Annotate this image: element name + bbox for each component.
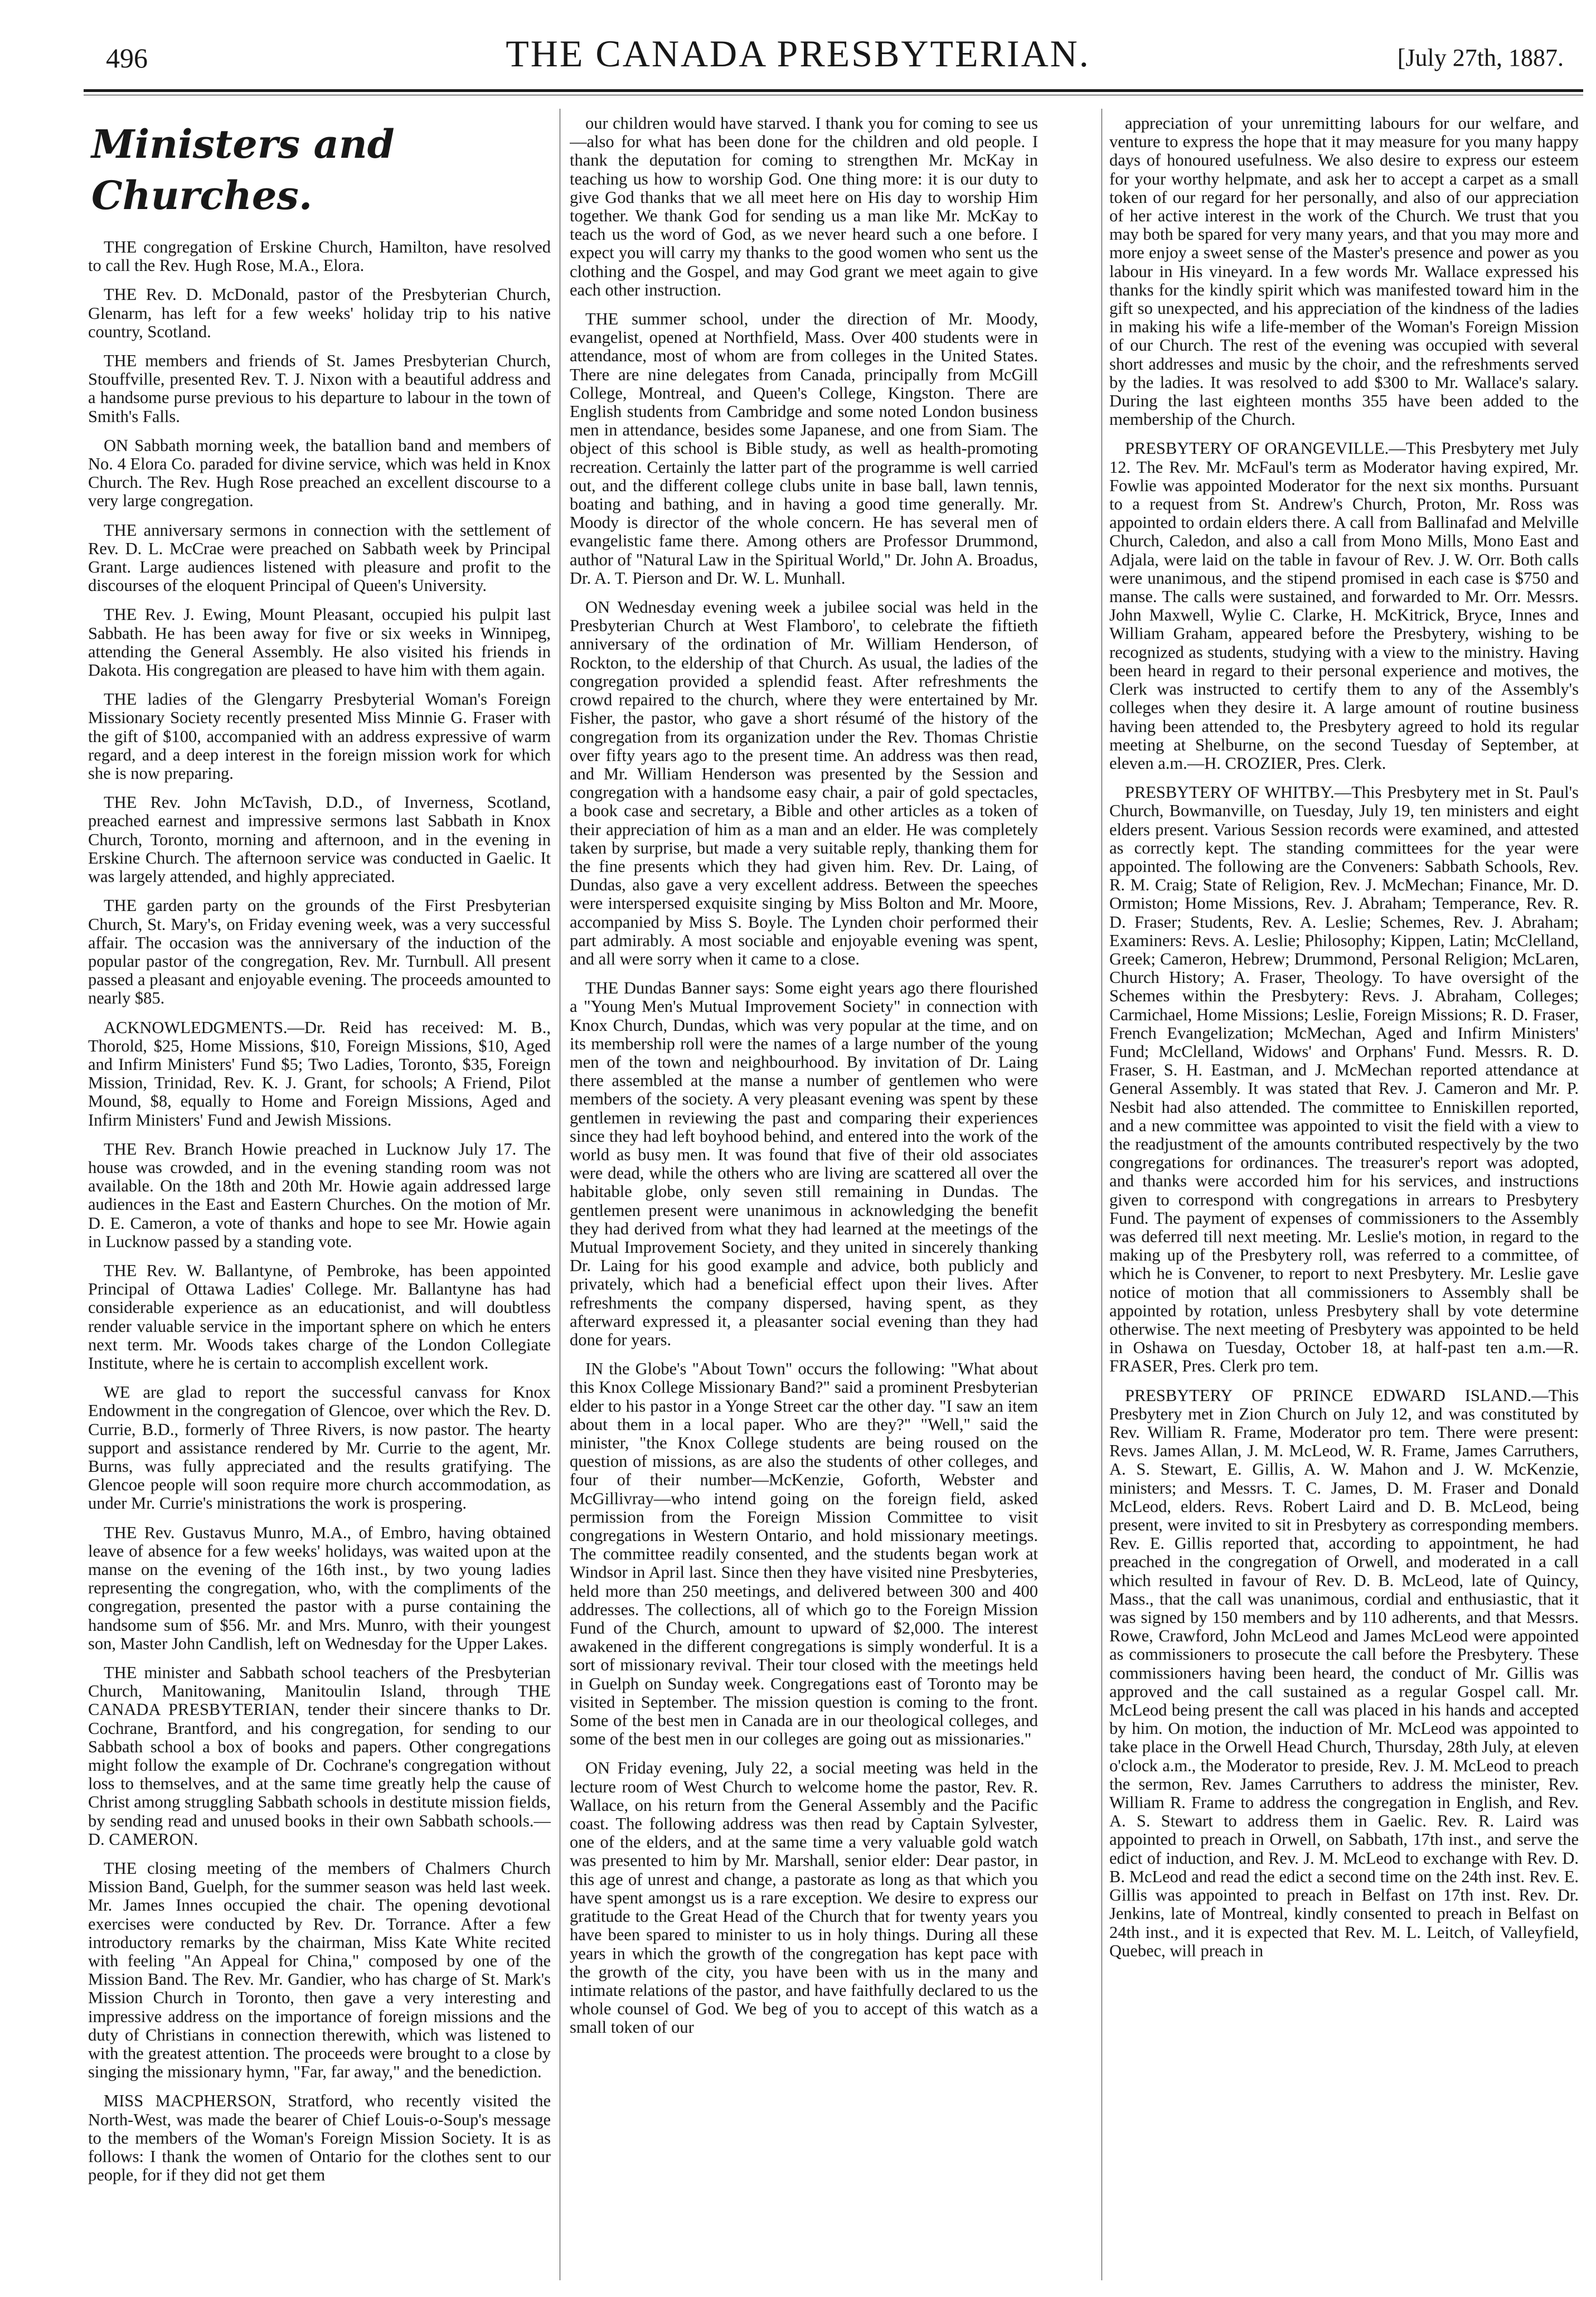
article-paragraph: ACKNOWLEDGMENTS.—Dr. Reid has received: M. B., Thorold, $25, Home Missions, $10, Foreign Missions, $10, Aged and Infirm Ministers' Fund $5; Two Ladies, Toronto, $35, Foreign Mission, Trinidad, Rev. K. J. Grant, for schools; A Friend, Pilot Mound, $8, equally to Home and Foreign Missions, Aged and Infirm Ministers' Fund and Jewish Missions. xyxy=(88,1017,551,1130)
section-title: Ministers and Churches. xyxy=(91,121,395,219)
article-paragraph: THE ladies of the Glengarry Presbyterial Woman's Foreign Missionary Society recently presented Miss Minnie G. Fraser with the gift of $100, accompanied with an address expressive of warm regard, and a deep interest in the foreign mission work for which she is now preparing. xyxy=(88,690,551,783)
article-paragraph: THE anniversary sermons in connection with the settlement of Rev. D. L. McCrae were preached on Sabbath week by Principal Grant. Large audiences listened with pleasure and profit to the discourses of the eloquent Principal of Queen's University. xyxy=(88,520,551,595)
article-paragraph: THE Rev. Branch Howie preached in Lucknow July 17. The house was crowded, and in the evening standing room was not available. On the 18th and 20th Mr. Howie again addressed large audiences in the East and Eastern Churches. On the motion of Mr. D. E. Cameron, a vote of thanks and hope to see Mr. Howie again in Lucknow passed by a standing vote. xyxy=(88,1139,551,1251)
column-2 xyxy=(570,114,1038,2277)
article-paragraph: PRESBYTERY OF ORANGEVILLE.—This Presbytery met July 12. The Rev. Mr. McFaul's term as Moderator having expired, Mr. Fowlie was appointed Moderator for the next six months. Pursuant to a request from St. Andrew's Church, Proton, Mr. Ross was appointed to ordain elders there. A call from Ballinafad and Melville Church, Caledon, and also a call from Mono Mills, Mono East and Adjala, were laid on the table in favour of Rev. J. W. Orr. Both calls were unanimous, and the stipend promised in each case is $750 and manse. The calls were sustained, and forwarded to Mr. Orr. Messrs. John Maxwell, Wylie C. Clarke, H. McKitrick, Bryce, Innes and William Graham, appeared before the Presbytery, wishing to be recognized as students, studying with a view to the ministry. Having been heard in regard to their personal experience and motives, the Clerk was instructed to certify them to any of the Assembly's colleges when they desire it. A large amount of routine business having been attended to, the Presbytery agreed to hold its regular meeting at Shelburne, on the second Tuesday of September, at eleven a.m.—H. CROZIER, Pres. Clerk. xyxy=(1109,439,1579,773)
article-paragraph: ON Sabbath morning week, the batallion band and members of No. 4 Elora Co. paraded for divine service, which was held in Knox Church. The Rev. Hugh Rose preached an excellent discourse to a very large congregation. xyxy=(88,435,551,511)
column-3 xyxy=(1109,114,1579,2277)
article-paragraph: PRESBYTERY OF PRINCE EDWARD ISLAND.—This Presbytery met in Zion Church on July 12, and was constituted by Rev. William R. Frame, Moderator pro tem. There were present: Revs. James Allan, J. M. McLeod, W. R. Frame, James Carruthers, A. S. Stewart, E. Gillis, A. W. Mahon and J. W. McKenzie, ministers; and Messrs. T. C. James, D. M. Fraser and Donald McLeod, elders. Revs. Robert Laird and D. B. McLeod, being present, were invited to sit in Presbytery as corresponding members. Rev. E. Gillis reported that, according to appointment, he had preached in the congregation of Orwell, and moderated in a call which resulted in favour of Rev. D. B. McLeod, late of Quincy, Mass., that the call was unanimous, cordial and enthusiastic, that it was signed by 150 members and by 110 adherents, and that Messrs. Rowe, Crawford, John McLeod and James McLeod were appointed as commissioners to prosecute the call before the Presbytery. These commissioners having been heard, the conduct of Mr. Gillis was approved and the call sustained as a regular Gospel call. Mr. McLeod being present the call was placed in his hands and accepted by him. On motion, the induction of Mr. McLeod was appointed to take place in the Orwell Head Church, Thursday, 28th July, at eleven o'clock a.m., the Moderator to preside, Rev. J. M. McLeod to preach the sermon, Rev. James Carruthers to address the minister, Rev. William R. Frame to address the congregation in English, and Rev. A. S. Stewart to address them in Gaelic. Rev. R. Laird was appointed to preach in Orwell, on Sabbath, 17th inst., and serve the edict of induction, and Rev. J. M. McLeod to exchange with Rev. D. B. McLeod and read the edict a second time on the 24th inst. Rev. E. Gillis was appointed to preach in Belfast on 17th inst. Rev. Dr. Jenkins, late of Montreal, kindly consented to preach in Belfast on 24th inst., and it is expected that Rev. M. L. Leitch, of Valleyfield, Quebec, will preach in xyxy=(1109,1385,1579,1960)
article-paragraph: THE Rev. John McTavish, D.D., of Inverness, Scotland, preached earnest and impressive sermons last Sabbath in Knox Church, Toronto, morning and afternoon, and in the evening in Erskine Church. The afternoon service was conducted in Gaelic. It was largely attended, and highly appreciated. xyxy=(88,793,551,886)
article-paragraph: WE are glad to report the successful canvass for Knox Endowment in the congregation of Glencoe, over which the Rev. D. Currie, B.D., formerly of Three Rivers, is now pastor. The hearty support and assistance rendered by Mr. Currie to the agent, Mr. Burns, was fully appreciated and the results gratifying. The Glencoe people will soon require more church accommodation, as under Mr. Currie's ministrations the work is prospering. xyxy=(88,1383,551,1513)
article-paragraph: THE summer school, under the direction of Mr. Moody, evangelist, opened at Northfield, Mass. Over 400 students were in attendance, most of whom are from colleges in the United States. There are nine delegates from Canada, principally from McGill College, Montreal, and Queen's College, Kingston. There are English students from Cambridge and some noted London business men in attendance, besides some Japanese, and one from Siam. The object of this school is Bible study, as well as health-promoting recreation. Certainly the latter part of the programme is well carried out, and the different college clubs unite in base ball, lawn tennis, boating and bathing, and in having a good time generally. Mr. Moody is director of the whole concern. He has several men of evangelistic fame there. Among others are Professor Drummond, author of "Natural Law in the Spiritual World," Dr. John A. Broadus, Dr. A. T. Pierson and Dr. W. L. Munhall. xyxy=(570,309,1038,588)
article-paragraph: PRESBYTERY OF WHITBY.—This Presbytery met in St. Paul's Church, Bowmanville, on Tuesday, July 19, ten ministers and eight elders present. Various Session records were examined, and attested as correctly kept. The standing committees for the year were appointed. The following are the Conveners: Sabbath Schools, Rev. R. M. Craig; State of Religion, Rev. J. McMechan; Finance, Mr. D. Ormiston; Home Missions, Rev. J. Abraham; Temperance, Rev. R. D. Fraser; Students, Rev. A. Leslie; Schemes, Rev. J. Abraham; Examiners: Revs. A. Leslie; Philosophy; Kippen, Latin; McClelland, Greek; Cameron, Hebrew; Drummond, Personal Religion; McLaren, Church History; A. Fraser, Theology. To have oversight of the Schemes within the Presbytery: Revs. J. Abraham, Colleges; Carmichael, Home Missions; Leslie, Foreign Missions; R. D. Fraser, French Evangelization; McMechan, Aged and Infirm Ministers' Fund; McClelland, Widows' and Orphans' Fund. Messrs. R. D. Fraser, S. H. Eastman, and J. McMechan reported attendance at General Assembly. It was stated that Rev. J. Cameron and Mr. P. Nesbit had also attended. The committee to Enniskillen reported, and a new committee was appointed to visit the field with a view to the readjustment of the amounts contributed respectively by the two congregations for ordinances. The treasurer's report was adopted, and thanks were accorded him for his services, and instructions given to correspond with congregations in arrears to Presbytery Fund. The payment of expenses of commissioners to the Assembly was deferred till next meeting. Mr. Leslie's motion, in regard to the making up of the Presbytery roll, was referred to a committee, of which he is Convener, to report to next Presbytery. Mr. Leslie gave notice of motion that all commissioners to Assembly shall be appointed by rotation, unless Presbytery shall by vote determine otherwise. The next meeting of Presbytery was appointed to be held in Oshawa on Tuesday, October 18, at half-past ten a.m.—R. FRASER, Pres. Clerk pro tem. xyxy=(1109,783,1579,1376)
header-rule-thick xyxy=(84,89,1583,92)
article-paragraph: THE Rev. W. Ballantyne, of Pembroke, has been appointed Principal of Ottawa Ladies' College. Mr. Ballantyne has had considerable experience as an educationist, and will doubtless render valuable service in the important sphere on which he enters next term. Mr. Woods takes charge of the London Collegiate Institute, where he is certain to accomplish excellent work. xyxy=(88,1261,551,1373)
issue-date: [July 27th, 1887. xyxy=(1397,44,1564,71)
article-paragraph: ON Wednesday evening week a jubilee social was held in the Presbyterian Church at West Flamboro', to celebrate the fiftieth anniversary of the ordination of Mr. William Henderson, of Rockton, to the eldership of that Church. As usual, the ladies of the congregation provided a splendid feast. After refreshments the crowd repaired to the church, where they were entertained by Mr. Fisher, the pastor, who gave a short résumé of the history of the congregation from its organization under the Rev. Thomas Christie over fifty years ago to the present time. An address was then read, and Mr. William Henderson was presented by the Session and congregation with a handsome easy chair, a pair of gold spectacles, a book case and secretary, a Bible and other articles as a token of their appreciation of him as a man and an elder. He was completely taken by surprise, but made a very suitable reply, thanking them for the fine presents which they had given him. Rev. Dr. Laing, of Dundas, also gave a very excellent address. Between the speeches were interspersed exquisite singing by Miss Bolton and Mr. Moore, accompanied by Miss S. Boyle. The Lynden choir performed their part admirably. A most sociable and enjoyable evening was spent, and all were sorry when it came to a close. xyxy=(570,598,1038,968)
article-paragraph: THE Dundas Banner says: Some eight years ago there flourished a "Young Men's Mutual Improvement Society" in connection with Knox Church, Dundas, which was very popular at the time, and on its membership roll were the names of a large number of the young men of the town and neighbourhood. By invitation of Dr. Laing there assembled at the manse a number of gentlemen who were members of the society. A very pleasant evening was spent by these gentlemen in reviewing the past and comparing their experiences since they had left boyhood behind, and entered into the work of the world as busy men. It was found that five of their old associates were dead, while the others who are living are scattered all over the habitable globe, only seven still remaining in Dundas. The gentlemen present were unanimous in acknowledging the benefit they had derived from what they had learned at the meetings of the Mutual Improvement Society, and they united in sincerely thanking Dr. Laing for his good example and advice, both publicly and privately, which had a beneficial effect upon their lives. After refreshments the company dispersed, having spent, as they afterward expressed it, a pleasanter social evening than they had done for years. xyxy=(570,978,1038,1349)
article-paragraph: THE Rev. Gustavus Munro, M.A., of Embro, having obtained leave of absence for a few weeks' holidays, was waited upon at the manse on the evening of the 16th inst., by two young ladies representing the congregation, who, with the compliments of the congregation, presented the pastor with a purse containing the handsome sum of $56. Mr. and Mrs. Munro, with their youngest son, Master John Candlish, left on Wednesday for the Upper Lakes. xyxy=(88,1523,551,1653)
article-paragraph: MISS MACPHERSON, Stratford, who recently visited the North-West, was made the bearer of Chief Louis-o-Soup's message to the members of the Woman's Foreign Mission Society. It is as follows: I thank the women of Ontario for the clothes sent to our people, for if they did not get them xyxy=(88,2091,551,2185)
article-paragraph: THE congregation of Erskine Church, Hamilton, have resolved to call the Rev. Hugh Rose, M.A., Elora. xyxy=(88,238,551,275)
article-paragraph: appreciation of your unremitting labours for our welfare, and venture to express the hope that it may measure for you many happy days of honoured usefulness. We also desire to express our esteem for your worthy helpmate, and ask her to accept a carpet as a small token of our regard for her personally, and also of our appreciation of her active interest in the work of the Church. We trust that you may both be spared for very many years, and that you may more and more enjoy a sweet sense of the Master's presence and power as you labour in His vineyard. In a few words Mr. Wallace expressed his thanks for the kindly spirit which was manifested toward him in the gift so unexpected, and his appreciation of the kindness of the ladies in making his wife a life-member of the Woman's Foreign Mission of our Church. The rest of the evening was occupied with several short addresses and music by the choir, and the refreshments served by the ladies. It was resolved to add $300 to Mr. Wallace's salary. During the last eighteen months 355 have been added to the membership of the Church. xyxy=(1109,114,1579,429)
article-paragraph: THE members and friends of St. James Presbyterian Church, Stouffville, presented Rev. T. J. Nixon with a beautiful address and a handsome purse previous to his departure to labour in the town of Smith's Falls. xyxy=(88,351,551,426)
article-paragraph: IN the Globe's "About Town" occurs the following: "What about this Knox College Missionary Band?" said a prominent Presbyterian elder to his pastor in a Yonge Street car the other day. "I saw an item about them in a local paper. Who are they?" "Well," said the minister, "the Knox College students are being roused on the question of missions, as are also the students of other colleges, and four of their number—McKenzie, Goforth, Webster and McGillivray—who intend going on the foreign field, asked permission from the Foreign Mission Committee to visit congregations in Western Ontario, and hold missionary meetings. The committee readily consented, and the students began work at Windsor in April last. Since then they have visited nine Presbyteries, held more than 250 meetings, and delivered between 300 and 400 addresses. The collections, all of which go to the Foreign Mission Fund of the Church, amount to upward of $2,000. The interest awakened in the different congregations is simply wonderful. It is a sort of missionary revival. Their tour closed with the meetings held in Guelph on Sunday week. Congregations east of Toronto may be visited in September. The mission question is coming to the front. Some of the best men in Canada are in our theological colleges, and some of the best men in our colleges are going out as missionaries." xyxy=(570,1359,1038,1749)
masthead-title: THE CANADA PRESBYTERIAN. xyxy=(506,32,1090,75)
article-paragraph: THE closing meeting of the members of Chalmers Church Mission Band, Guelph, for the summer season was held last week. Mr. James Innes occupied the chair. The opening devotional exercises were conducted by Rev. Dr. Torrance. After a few introductory remarks by the chairman, Miss Kate White recited with feeling "An Appeal for China," composed by one of the Mission Band. The Rev. Mr. Gandier, who has charge of St. Mark's Mission Church in Toronto, then gave a very interesting and impressive address on the importance of foreign missions and the duty of Christians in connection therewith, which was listened to with the greatest attention. The proceeds were brought to a close by singing the missionary hymn, "Far, far away," and the benediction. xyxy=(88,1859,551,2082)
article-paragraph: THE minister and Sabbath school teachers of the Presbyterian Church, Manitowaning, Manitoulin Island, through THE CANADA PRESBYTERIAN, tender their sincere thanks to Dr. Cochrane, Brantford, and his congregation, for sending to our Sabbath school a box of books and papers. Other congregations might follow the example of Dr. Cochrane's congregation without loss to themselves, and at the same time greatly help the cause of Christ among struggling Sabbath schools in destitute mission fields, by sending read and unused books in their own Sabbath schools.—D. CAMERON. xyxy=(88,1663,551,1849)
column-1 xyxy=(88,114,551,2277)
article-paragraph: THE Rev. D. McDonald, pastor of the Presbyterian Church, Glenarm, has left for a few weeks' holiday trip to his native country, Scotland. xyxy=(88,285,551,341)
article-paragraph: THE Rev. J. Ewing, Mount Pleasant, occupied his pulpit last Sabbath. He has been away for five or six weeks in Winnipeg, attending the General Assembly. He also visited his friends in Dakota. His congregation are pleased to have him with them again. xyxy=(88,605,551,680)
page-number: 496 xyxy=(106,42,148,74)
article-paragraph: our children would have starved. I thank you for coming to see us—also for what has been done for the children and old people. I thank the deputation for coming to strengthen Mr. McKay in teaching us how to worship God. One thing more: it is our duty to give God thanks that we all meet here on His day to worship Him together. We thank God for sending us a man like Mr. McKay to teach us the word of God, as we never heard such a one before. I expect you will carry my thanks to the good women who sent us the clothing and the Gospel, and may God grant we meet again to give each other instruction. xyxy=(570,114,1038,299)
article-paragraph: THE garden party on the grounds of the First Presbyterian Church, St. Mary's, on Friday evening week, was a very successful affair. The occasion was the anniversary of the induction of the popular pastor of the congregation, Rev. Mr. Turnbull. All present passed a pleasant and enjoyable evening. The proceeds amounted to nearly $85. xyxy=(88,896,551,1008)
article-paragraph: ON Friday evening, July 22, a social meeting was held in the lecture room of West Church to welcome home the pastor, Rev. R. Wallace, on his return from the General Assembly and the Pacific coast. The following address was then read by Captain Sylvester, one of the elders, and at the same time a very valuable gold watch was presented to him by Mr. Marshall, senior elder: Dear pastor, in this age of unrest and change, a pastorate as long as that which you have spent amongst us is a rare exception. We desire to express our gratitude to the Great Head of the Church that for twenty years you have been spared to minister to us in holy things. During all these years in which the growth of the congregation has kept pace with the growth of the city, you have been with us in the many and intimate relations of the pastor, and have faithfully declared to us the whole counsel of God. We beg of you to accept of this watch as a small token of our xyxy=(570,1758,1038,2037)
